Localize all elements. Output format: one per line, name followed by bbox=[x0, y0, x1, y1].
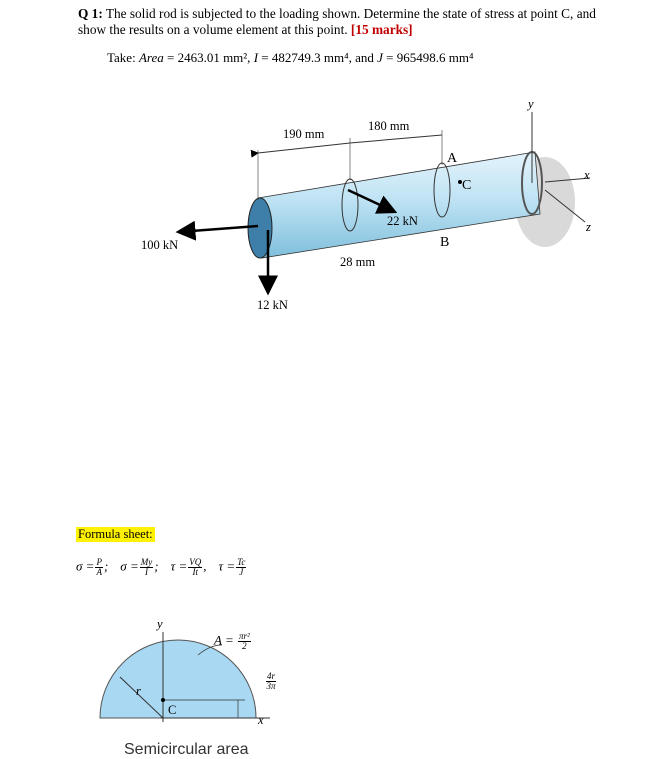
label-point-b: B bbox=[440, 235, 450, 250]
label-28mm: 28 mm bbox=[340, 255, 376, 269]
formula-sheet-title: Formula sheet: bbox=[78, 527, 153, 541]
label-axis-x: x bbox=[584, 168, 590, 182]
label-point-c: C bbox=[462, 178, 472, 193]
label-point-a: A bbox=[447, 151, 458, 166]
semi-label-x: x bbox=[258, 713, 264, 727]
semi-caption: Semicircular area bbox=[124, 741, 249, 758]
semi-area-formula: A = $\frac{\text{πr²}}{2}$ bbox=[214, 631, 250, 651]
question-number: Q 1: bbox=[78, 6, 103, 21]
formula-axial: σ = $\frac{P}{A}$ ; bbox=[76, 557, 109, 577]
label-12kn: 12 kN bbox=[257, 298, 288, 312]
semi-label-c: C bbox=[168, 703, 177, 717]
semicircle-shape bbox=[100, 640, 256, 718]
question-marks: [15 marks] bbox=[350, 22, 413, 37]
centroid-dot bbox=[161, 698, 165, 702]
semi-label-r: r bbox=[136, 684, 141, 698]
formula-torsion: τ = $\frac{Tc}{J}$ bbox=[218, 557, 246, 577]
semi-centroid-distance: $\frac{4r}{3\pi}$ bbox=[266, 671, 276, 691]
label-190mm: 190 mm bbox=[283, 127, 325, 141]
label-22kn: 22 kN bbox=[387, 214, 418, 228]
formula-bending: σ = $\frac{My}{I}$ ; bbox=[120, 557, 159, 577]
formula-shear: τ = $\frac{VQ}{It}$ , bbox=[170, 557, 207, 577]
label-axis-z: z bbox=[586, 220, 591, 234]
semi-label-y: y bbox=[157, 617, 163, 631]
label-180mm: 180 mm bbox=[368, 119, 410, 133]
label-100kn: 100 kN bbox=[141, 238, 179, 252]
label-axis-y: y bbox=[528, 97, 534, 111]
given-values: Take: Area = 2463.01 mm², I = 482749.3 mm⁴, and J = 965498.6 mm⁴ bbox=[107, 50, 474, 65]
question-body: The solid rod is subjected to the loading shown. Determine the state of stress at point C, and show the results on a volume element at this point. bbox=[78, 6, 596, 37]
